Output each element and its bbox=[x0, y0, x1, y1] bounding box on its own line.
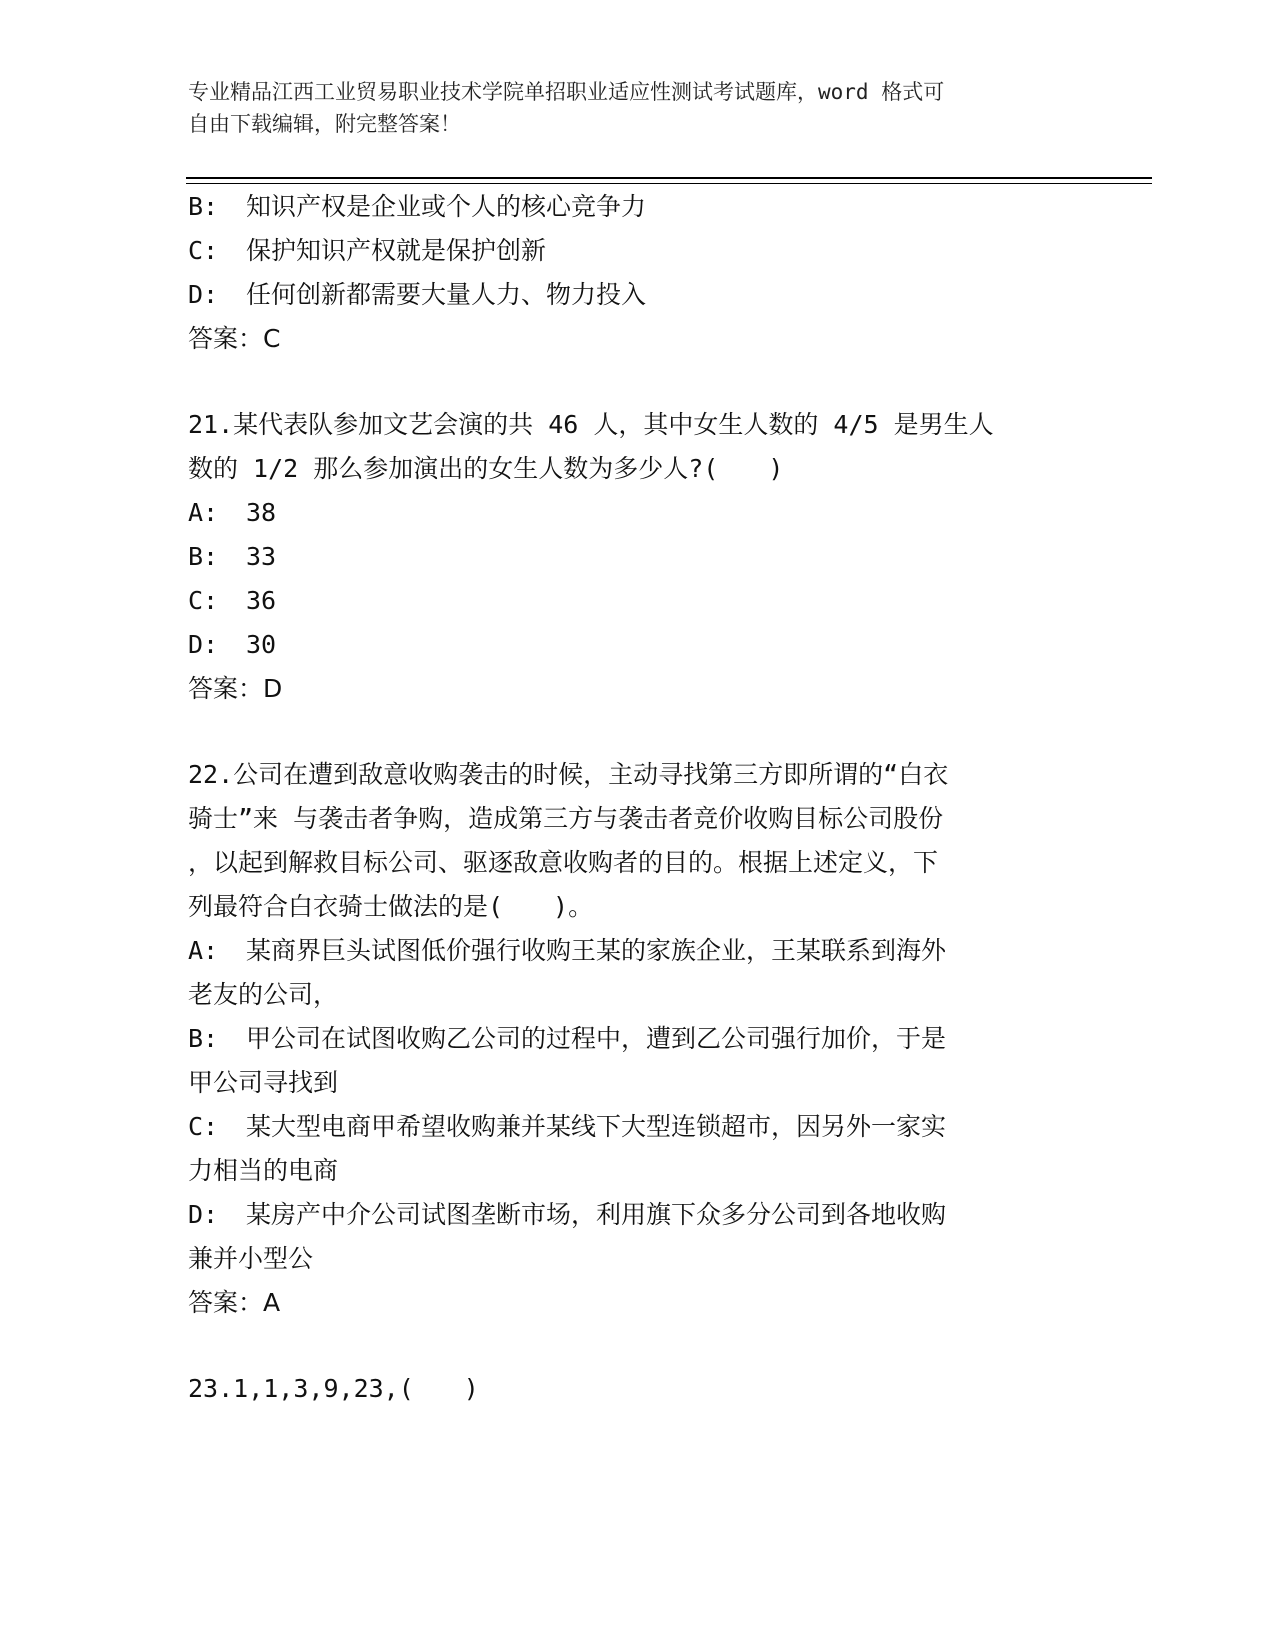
option-text: 甲公司在试图收购乙公司的过程中，遭到乙公司强行加价，于是 bbox=[246, 1024, 947, 1053]
option-b bbox=[188, 1024, 946, 1054]
question-22-line-4: 列最符合白衣骑士做法的是( )。 bbox=[188, 892, 594, 921]
option-letter: C: bbox=[188, 1112, 219, 1141]
option-b bbox=[188, 542, 276, 572]
option-letter: C: bbox=[188, 586, 219, 615]
option-letter: B: bbox=[188, 192, 219, 221]
option-c bbox=[188, 586, 276, 616]
option-a bbox=[188, 498, 276, 528]
option-a bbox=[188, 936, 946, 966]
option-d bbox=[188, 1200, 946, 1230]
option-text: 某商界巨头试图低价强行收购王某的家族企业，王某联系到海外 bbox=[246, 936, 947, 965]
header-divider-thick bbox=[186, 177, 1152, 179]
option-letter: A: bbox=[188, 498, 219, 527]
option-letter: D: bbox=[188, 1200, 219, 1229]
option-letter: D: bbox=[188, 280, 219, 309]
question-22-line-1: 22.公司在遭到敌意收购袭击的时候，主动寻找第三方即所谓的“白衣 bbox=[188, 760, 949, 789]
option-text: 30 bbox=[246, 630, 277, 659]
option-text: 33 bbox=[246, 542, 277, 571]
header-divider-thin bbox=[186, 183, 1152, 184]
option-a-continued: 老友的公司， bbox=[188, 980, 339, 1009]
option-text: 某大型电商甲希望收购兼并某线下大型连锁超市，因另外一家实 bbox=[246, 1112, 947, 1141]
question-21-line-1: 21.某代表队参加文艺会演的共 46 人，其中女生人数的 4/5 是男生人 bbox=[188, 410, 994, 439]
question-22-line-2: 骑士”来 与袭击者争购，造成第三方与袭击者竞价收购目标公司股份 bbox=[188, 804, 944, 833]
option-c bbox=[188, 236, 546, 266]
question-21-line-2: 数的 1/2 那么参加演出的女生人数为多少人?( ) bbox=[188, 454, 784, 483]
option-b bbox=[188, 192, 646, 222]
option-c bbox=[188, 1112, 946, 1142]
page-header bbox=[188, 76, 1068, 140]
question-23-line-1: 23.1,1,3,9,23,( ) bbox=[188, 1374, 479, 1403]
option-text: 某房产中介公司试图垄断市场，利用旗下众多分公司到各地收购 bbox=[246, 1200, 947, 1229]
option-letter: A: bbox=[188, 936, 219, 965]
option-text: 38 bbox=[246, 498, 277, 527]
option-text: 36 bbox=[246, 586, 277, 615]
header-line-2: 自由下载编辑，附完整答案！ bbox=[188, 112, 461, 136]
question-22-line-3: ，以起到解救目标公司、驱逐敌意收购者的目的。根据上述定义，下 bbox=[188, 848, 939, 877]
header-line-1: 专业精品江西工业贸易职业技术学院单招职业适应性测试考试题库，word 格式可 bbox=[188, 80, 945, 104]
option-letter: D: bbox=[188, 630, 219, 659]
answer-line: 答案：D bbox=[188, 674, 283, 703]
option-d-continued: 兼并小型公 bbox=[188, 1244, 314, 1273]
option-text: 任何创新都需要大量人力、物力投入 bbox=[246, 280, 647, 309]
option-d bbox=[188, 280, 646, 310]
option-letter: B: bbox=[188, 1024, 219, 1053]
option-letter: C: bbox=[188, 236, 219, 265]
option-letter: B: bbox=[188, 542, 219, 571]
option-c-continued: 力相当的电商 bbox=[188, 1156, 339, 1185]
option-text: 知识产权是企业或个人的核心竞争力 bbox=[246, 192, 647, 221]
option-b-continued: 甲公司寻找到 bbox=[188, 1068, 339, 1097]
answer-line: 答案：A bbox=[188, 1288, 281, 1317]
option-text: 保护知识产权就是保护创新 bbox=[246, 236, 547, 265]
option-d bbox=[188, 630, 276, 660]
answer-line: 答案：C bbox=[188, 324, 281, 353]
